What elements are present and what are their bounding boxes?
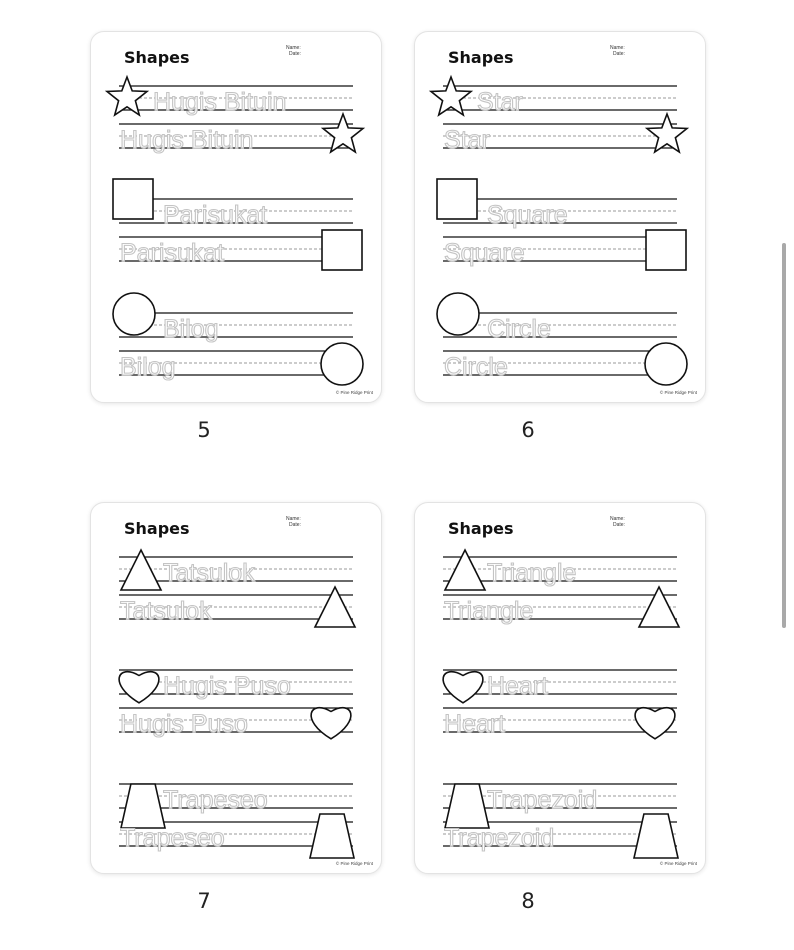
practice-row <box>113 179 362 270</box>
date-label: Date: <box>289 51 301 57</box>
circle-icon <box>437 293 479 335</box>
trapezoid-icon <box>310 814 354 858</box>
practice-row <box>443 784 678 858</box>
worksheet-thumbnail[interactable] <box>90 31 382 403</box>
practice-row <box>431 77 687 154</box>
trace-word: Parisukat <box>163 201 268 229</box>
practice-row <box>437 179 686 270</box>
trace-word: Trapezoid <box>444 824 555 852</box>
trapezoid-icon <box>445 784 489 828</box>
trace-word: Hugis Bituin <box>153 88 287 116</box>
trace-word: Bilog <box>120 353 176 381</box>
date-label: Date: <box>289 522 301 528</box>
star-icon <box>323 114 363 152</box>
trace-word: Bilog <box>163 315 219 343</box>
square-icon <box>646 230 686 270</box>
trace-word: Hugis Bituin <box>120 126 254 154</box>
worksheet-title: Shapes <box>448 48 514 67</box>
worksheet-preview <box>91 32 381 402</box>
worksheet-preview <box>415 32 705 402</box>
trace-word: Tatsulok <box>163 559 255 587</box>
trapezoid-icon <box>121 784 165 828</box>
circle-icon <box>113 293 155 335</box>
vertical-scrollbar[interactable] <box>782 243 786 628</box>
worksheet-title: Shapes <box>448 519 514 538</box>
heart-icon <box>119 672 159 703</box>
heart-icon <box>635 708 675 739</box>
page-number: 6 <box>521 418 535 442</box>
practice-row <box>119 784 354 858</box>
trace-word: Triangle <box>487 559 577 587</box>
copyright-footer: © Pine Ridge Print <box>659 861 697 866</box>
practice-row <box>437 293 687 385</box>
page-number: 5 <box>197 418 211 442</box>
practice-row <box>443 670 677 739</box>
circle-icon <box>321 343 363 385</box>
circle-icon <box>645 343 687 385</box>
square-icon <box>437 179 477 219</box>
trace-word: Trapeseo <box>120 824 225 852</box>
worksheet-title: Shapes <box>124 48 190 67</box>
trace-word: Parisukat <box>120 239 225 267</box>
square-icon <box>113 179 153 219</box>
triangle-icon <box>121 550 161 590</box>
trace-word: Square <box>487 201 568 229</box>
name-label: Name: <box>286 45 301 51</box>
trapezoid-icon <box>634 814 678 858</box>
trace-word: Hugis Puso <box>163 672 291 700</box>
worksheet-preview <box>91 503 381 873</box>
trace-word: Trapeseo <box>163 786 268 814</box>
star-icon <box>647 114 687 152</box>
worksheet-thumbnail[interactable] <box>414 502 706 874</box>
trace-word: Triangle <box>444 597 534 625</box>
name-label: Name: <box>610 516 625 522</box>
date-label: Date: <box>613 522 625 528</box>
date-label: Date: <box>613 51 625 57</box>
trace-word: Square <box>444 239 525 267</box>
name-label: Name: <box>286 516 301 522</box>
trace-word: Heart <box>487 672 549 700</box>
copyright-footer: © Pine Ridge Print <box>659 390 697 395</box>
trace-word: Circle <box>444 353 508 381</box>
square-icon <box>322 230 362 270</box>
trace-word: Star <box>477 88 523 116</box>
practice-row <box>113 293 363 385</box>
trace-word: Heart <box>444 710 506 738</box>
name-label: Name: <box>610 45 625 51</box>
practice-row <box>119 550 355 627</box>
trace-word: Hugis Puso <box>120 710 248 738</box>
page-number: 7 <box>197 889 211 913</box>
practice-row <box>119 670 353 739</box>
trace-word: Tatsulok <box>120 597 212 625</box>
trace-word: Trapezoid <box>487 786 598 814</box>
triangle-icon <box>445 550 485 590</box>
copyright-footer: © Pine Ridge Print <box>335 390 373 395</box>
page-number: 8 <box>521 889 535 913</box>
copyright-footer: © Pine Ridge Print <box>335 861 373 866</box>
trace-word: Star <box>444 126 490 154</box>
worksheet-thumbnail[interactable] <box>90 502 382 874</box>
practice-row <box>443 550 679 627</box>
worksheet-thumbnail[interactable] <box>414 31 706 403</box>
heart-icon <box>443 672 483 703</box>
worksheet-preview <box>415 503 705 873</box>
practice-row <box>107 77 363 154</box>
trace-word: Circle <box>487 315 551 343</box>
star-icon <box>107 77 147 115</box>
heart-icon <box>311 708 351 739</box>
star-icon <box>431 77 471 115</box>
worksheet-title: Shapes <box>124 519 190 538</box>
